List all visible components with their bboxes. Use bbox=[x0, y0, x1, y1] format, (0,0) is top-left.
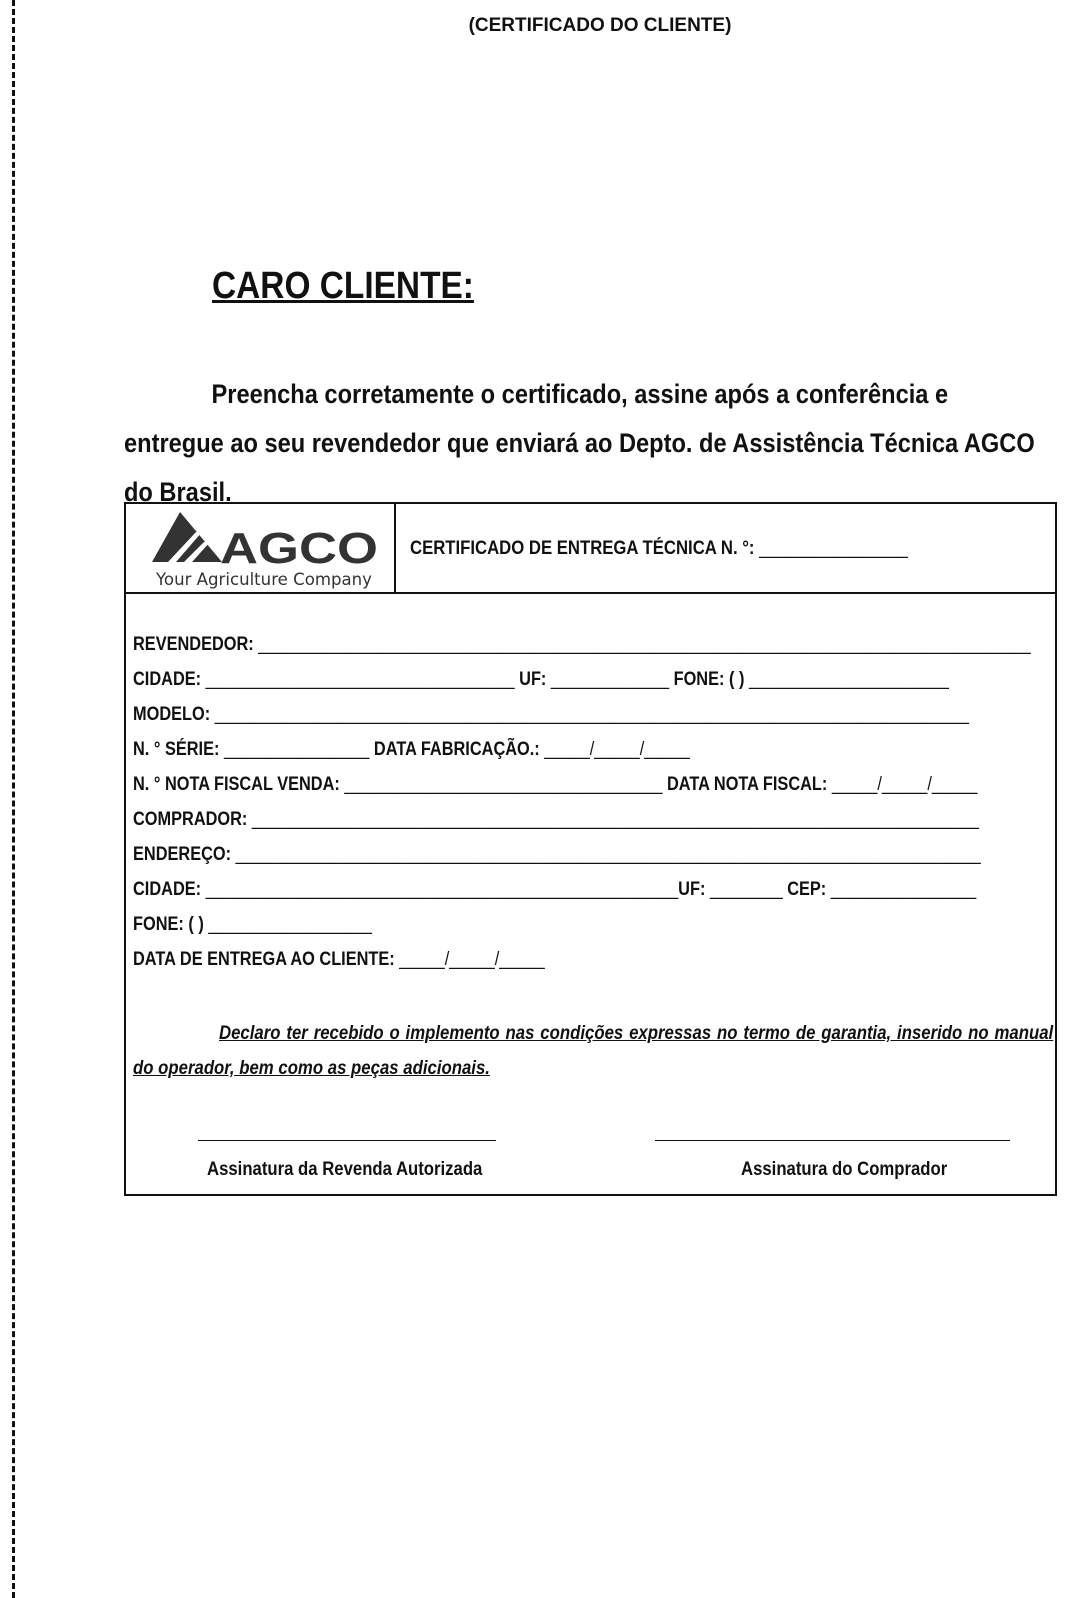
header-divider bbox=[126, 592, 1055, 594]
svg-text:AGCO: AGCO bbox=[220, 524, 378, 573]
notice-text: Preencha corretamente o certificado, assine após a conferência e entregue ao seu revendedor que enviará ao Depto. de Assistência Técnica AGCO do Brasil. bbox=[124, 379, 1035, 507]
agco-logo-icon bbox=[130, 504, 394, 592]
field-fone-comprador: FONE: ( ) __________________ bbox=[133, 914, 372, 935]
field-serie: N. ° SÉRIE: ________________ DATA FABRICAÇÃO.: _____/_____/_____ bbox=[133, 739, 690, 760]
field-cidade-comprador: CIDADE: ____________________________________________________UF: ________ CEP: ________________ bbox=[133, 879, 977, 900]
copy-label: (CERTIFICADO DO CLIENTE) bbox=[468, 15, 732, 36]
field-comprador: COMPRADOR: ________________________________________________________________________________ bbox=[133, 809, 979, 830]
buyer-signature-label: Assinatura do Comprador bbox=[741, 1159, 948, 1180]
certificate-form bbox=[124, 502, 1057, 1196]
field-revendedor: REVENDEDOR: _____________________________________________________________________________________ bbox=[133, 634, 1031, 655]
svg-text:Your Agriculture Company: Your Agriculture Company bbox=[155, 570, 372, 590]
field-nota-fiscal: N. ° NOTA FISCAL VENDA: ___________________________________ DATA NOTA FISCAL: _____/_____/_____ bbox=[133, 774, 978, 795]
dealer-signature-label: Assinatura da Revenda Autorizada bbox=[207, 1159, 483, 1180]
buyer-signature-line bbox=[655, 1140, 1010, 1141]
field-endereco: ENDEREÇO: __________________________________________________________________________________ bbox=[133, 844, 981, 865]
certificate-title: CERTIFICADO DE ENTREGA TÉCNICA N. °: ________________ bbox=[410, 538, 908, 559]
notice-heading: CARO CLIENTE: bbox=[212, 265, 474, 307]
cut-line bbox=[12, 0, 15, 1598]
field-data-entrega: DATA DE ENTREGA AO CLIENTE: _____/_____/_____ bbox=[133, 949, 545, 970]
field-modelo: MODELO: ___________________________________________________________________________________ bbox=[133, 704, 969, 725]
dealer-signature-line bbox=[198, 1140, 496, 1141]
declaration-text: Declaro ter recebido o implemento nas condições expressas no termo de garantia, inserido no manual do operador, bem como as peças adicionais. bbox=[133, 1022, 1054, 1079]
field-cidade: CIDADE: __________________________________ UF: _____________ FONE: ( ) ______________________ bbox=[133, 669, 949, 690]
logo bbox=[130, 504, 396, 594]
